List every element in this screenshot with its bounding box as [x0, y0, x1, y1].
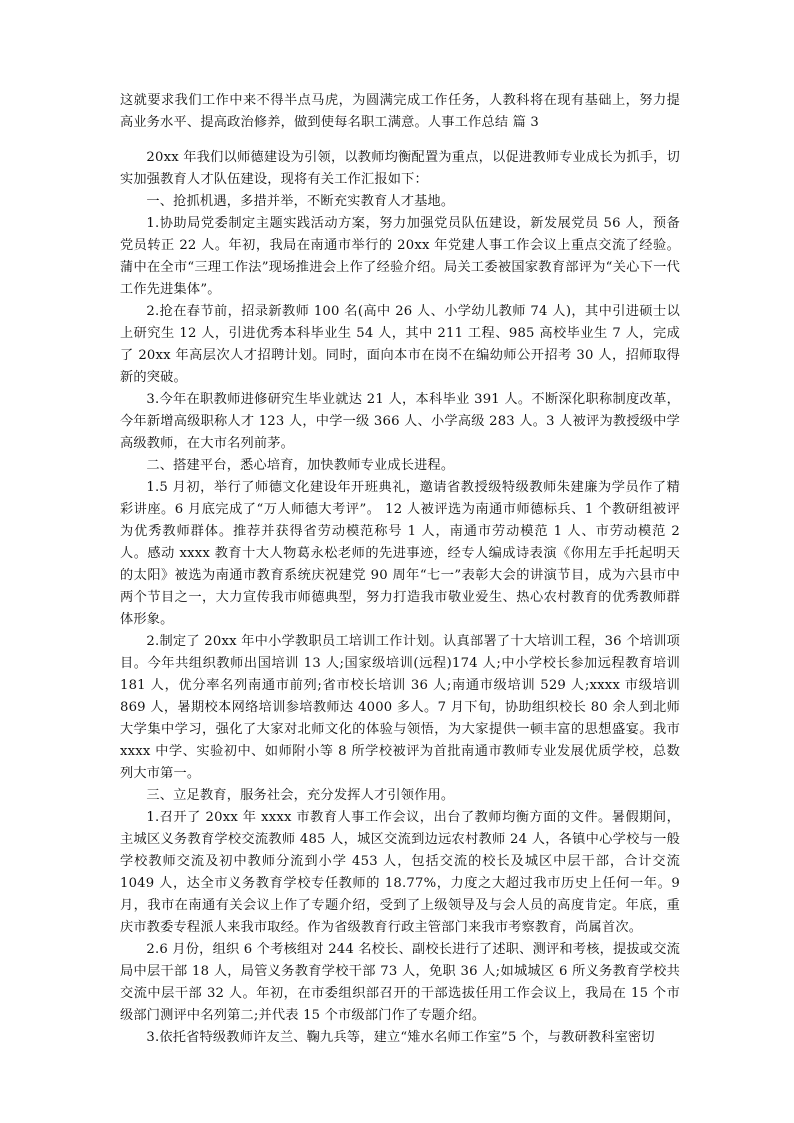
- section-heading-2: 二、搭建平台，悉心培育，加快教师专业成长进程。: [146, 458, 455, 473]
- paragraph-1-2: 2.抢在春节前，招录新教师 100 名(高中 26 人、小学幼儿教师 74 人)，其中引进硕士以上研究生 12 人，引进优秀本科毕业生 54 人，其中 211 工程、985 高校毕业生 7 人，完成了 20xx 年高层次人才招聘计划。同时，面向本市在岗不在编幼师公开招考 30 人，招师取得新的突破。: [120, 304, 680, 385]
- paragraph-1-3: 3.今年在职教师进修研究生毕业就达 21 人，本科毕业 391 人。不断深化职称制度改革，今年新增高级职称人才 123 人，中学一级 366 人、小学高级 283 人。3 人被评为教授级中学高级教师，在大市名列前茅。: [120, 392, 680, 451]
- paragraph-2-2: 2.制定了 20xx 年中小学教职员工培训工作计划。认真部署了十大培训工程，36 个培训项目。今年共组织教师出国培训 13 人;国家级培训(远程)174 人;中小学校长参加远程教育培训 181 人，优分率名列南通市前列;省市校长培训 36 人;南通市级培训 529 人;xxxx 市级培训 869 人，暑期校本网络培训参培教师达 4000 多人。7 月下旬，协助组织校长 80 余人到北师大学集中学习，强化了大家对北师文化的体验与领悟，为大家提供一顿丰富的思想盛宴。我市 xxxx 中学、实验初中、如师附小等 8 所学校被评为首批南通市教师专业发展优质学校，总数列大市第一。: [120, 634, 680, 781]
- paragraph-intro: 这就要求我们工作中来不得半点马虎，为圆满完成工作任务，人教科将在现有基础上，努力提高业务水平、提高政治修养，做到使每名职工满意。人事工作总结 篇 3: [120, 93, 680, 130]
- paragraph-3-3: 3.依托省特级教师许友兰、鞠九兵等，建立“雉水名师工作室”5 个，与教研教科室密切: [146, 1030, 655, 1045]
- document-body: [120, 90, 680, 1049]
- paragraph-summary-opening: 20xx 年我们以师德建设为引领，以教师均衡配置为重点，以促进教师专业成长为抓手，切实加强教育人才队伍建设，现将有关工作汇报如下：: [120, 150, 680, 187]
- paragraph-2-1: 1.5 月初，举行了师德文化建设年开班典礼，邀请省教授级特级教师朱建廉为学员作了精彩讲座。6 月底完成了“万人师德大考评”。 12 人被评选为南通市师德标兵、1 个教研组被评为优秀教师群体。推荐并获得省劳动模范称号 1 人，南通市劳动模范 1 人、市劳动模范 2 人。感动 xxxx 教育十大人物葛永松老师的先进事迹，经专人编成诗表演《你用左手托起明天的太阳》被选为南通市教育系统庆祝建党 90 周年“七一”表彰大会的讲演节目，成为六县市中两个节目之一，大力宣传我市师德典型，努力打造我市敬业爱生、热心农村教育的优秀教师群体形象。: [120, 480, 680, 627]
- paragraph-3-2: 2.6 月份，组织 6 个考核组对 244 名校长、副校长进行了述职、测评和考核，提拔或交流局中层干部 18 人，局管义务教育学校干部 73 人，免职 36 人;如城城区 6 所义务教育学校共交流中层干部 32 人。年初，在市委组织部召开的干部选拔任用工作会议上，我局在 15 个市级部门测评中名列第二;并代表 15 个市级部门作了专题介绍。: [120, 942, 680, 1023]
- paragraph-1-1: 1.协助局党委制定主题实践活动方案，努力加强党员队伍建设，新发展党员 56 人，预备党员转正 22 人。年初，我局在南通市举行的 20xx 年党建人事工作会议上重点交流了经验。蒲中在全市“三理工作法”现场推进会上作了经验介绍。局关工委被国家教育部评为“关心下一代工作先进集体”。: [120, 216, 680, 297]
- section-heading-1: 一、抢抓机遇，多措并举，不断充实教育人才基地。: [146, 194, 455, 209]
- paragraph-3-1: 1.召开了 20xx 年 xxxx 市教育人事工作会议，出台了教师均衡方面的文件。暑假期间，主城区义务教育学校交流教师 485 人，城区交流到边远农村教师 24 人，各镇中心学校与一般学校教师交流及初中教师分流到小学 453 人，包括交流的校长及城区中层干部，合计交流 1049 人，达全市义务教育学校专任教师的 18.77%，力度之大超过我市历史上任何一年。9 月，我市在南通有关会议上作了专题介绍，受到了上级领导及与会人员的高度肯定。年底，重庆市教委专程派人来我市取经。作为省级教育行政主管部门来我市考察教育，尚属首次。: [120, 810, 680, 935]
- section-heading-3: 三、立足教育，服务社会，充分发挥人才引领作用。: [146, 788, 455, 803]
